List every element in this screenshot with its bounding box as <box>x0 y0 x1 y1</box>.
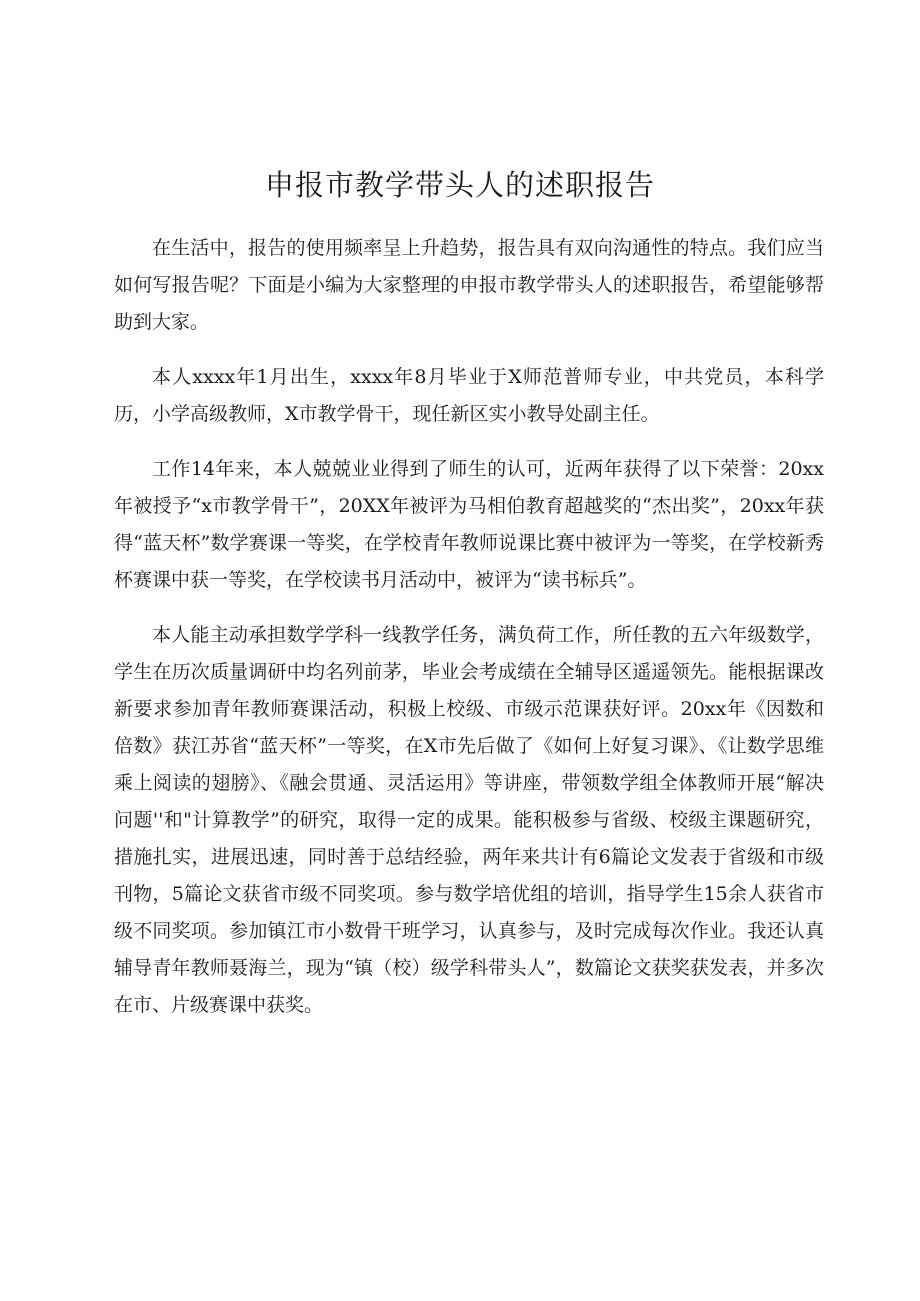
paragraph-intro: 在生活中，报告的使用频率呈上升趋势，报告具有双向沟通性的特点。我们应当如何写报告呢？下面是小编为大家整理的申报市教学带头人的述职报告，希望能够帮助到大家。 <box>114 237 824 333</box>
paragraph-profile: 本人xxxx年1月出生，xxxx年8月毕业于X师范普师专业，中共党员，本科学历，小学高级教师，X市教学骨干，现任新区实小教导处副主任。 <box>114 366 824 425</box>
document-title: 申报市教学带头人的述职报告 <box>264 168 655 202</box>
document-body <box>114 230 824 1042</box>
paragraph-honors: 工作14年来，本人兢兢业业得到了师生的认可，近两年获得了以下荣誉：20xx年被授予“x市教学骨干”，20XX年被评为马相伯教育超越奖的“杰出奖”，20xx年获得“蓝天杯”数学赛课一等奖，在学校青年教师说课比赛中被评为一等奖，在学校新秀杯赛课中获一等奖，在学校读书月活动中，被评为“读书标兵”。 <box>114 458 824 591</box>
paragraph-teaching-work: 本人能主动承担数学学科一线教学任务，满负荷工作，所任教的五六年级数学，学生在历次质量调研中均名列前茅，毕业会考成绩在全辅导区遥遥领先。能根据课改新要求参加青年教师赛课活动，积极上校级、市级示范课获好评。20xx年《因数和倍数》获江苏省“蓝天杯”一等奖，在X市先后做了《如何上好复习课》、《让数学思维乘上阅读的翅膀》、《融会贯通、灵活运用》等讲座，带领数学组全体教师开展“解决问题''和"计算教学”的研究，取得一定的成果。能积极参与省级、校级主课题研究，措施扎实，进展迅速，同时善于总结经验，两年来共计有6篇论文发表于省级和市级刊物，5篇论文获省市级不同奖项。参与数学培优组的培训，指导学生15余人获省市级不同奖项。参加镇江市小数骨干班学习，认真参与，及时完成每次作业。我还认真辅导青年教师聂海兰，现为“镇（校）级学科带头人”，数篇论文获奖获发表，并多次在市、片级赛课中获奖。 <box>114 624 824 1016</box>
